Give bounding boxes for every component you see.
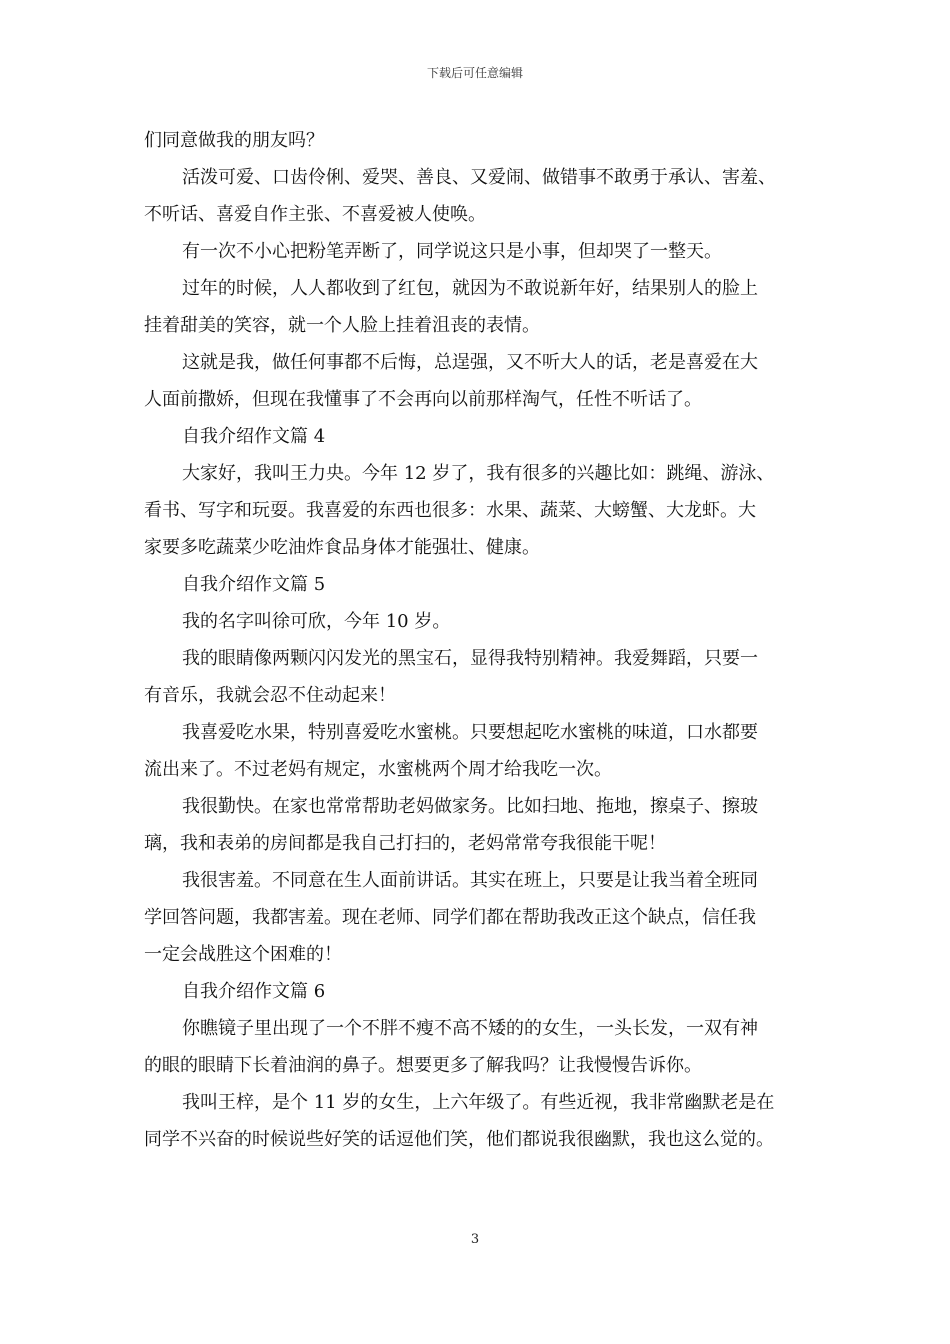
text-line: 有一次不小心把粉笔弄断了，同学说这只是小事，但却哭了一整天。 bbox=[182, 241, 722, 262]
text-line: 我很勤快。在家也常常帮助老妈做家务。比如扫地、拖地，擦桌子、擦玻 bbox=[182, 796, 758, 817]
text-line: 我叫王梓，是个 11 岁的女生，上六年级了。有些近视，我非常幽默老是在 bbox=[182, 1092, 775, 1113]
text-line: 不听话、喜爱自作主张、不喜爱被人使唤。 bbox=[144, 204, 486, 225]
page-header: 下载后可任意编辑 bbox=[426, 66, 523, 80]
text-line: 璃，我和表弟的房间都是我自己打扫的，老妈常常夸我很能干呢！ bbox=[144, 833, 666, 854]
text-line: 家要多吃蔬菜少吃油炸食品身体才能强壮、健康。 bbox=[144, 537, 540, 558]
text-line: 人面前撒娇，但现在我懂事了不会再向以前那样淘气，任性不听话了。 bbox=[144, 389, 702, 410]
text-line: 看书、写字和玩耍。我喜爱的东西也很多：水果、蔬菜、大螃蟹、大龙虾。大 bbox=[144, 500, 756, 521]
text-line: 有音乐，我就会忍不住动起来！ bbox=[144, 685, 396, 706]
text-line: 挂着甜美的笑容，就一个人脸上挂着沮丧的表情。 bbox=[144, 315, 540, 336]
text-line: 学回答问题，我都害羞。现在老师、同学们都在帮助我改正这个缺点，信任我 bbox=[144, 907, 756, 928]
text-line: 大家好，我叫王力央。今年 12 岁了，我有很多的兴趣比如：跳绳、游泳、 bbox=[182, 463, 775, 484]
text-line: 们同意做我的朋友吗？ bbox=[144, 130, 324, 151]
section-heading: 自我介绍作文篇 6 bbox=[182, 981, 326, 1002]
section-heading: 自我介绍作文篇 4 bbox=[182, 426, 326, 447]
section-heading: 自我介绍作文篇 5 bbox=[182, 574, 326, 595]
text-line: 我很害羞。不同意在生人面前讲话。其实在班上，只要是让我当着全班同 bbox=[182, 870, 758, 891]
text-line: 流出来了。不过老妈有规定，水蜜桃两个周才给我吃一次。 bbox=[144, 759, 612, 780]
text-line: 我的眼睛像两颗闪闪发光的黑宝石，显得我特别精神。我爱舞蹈，只要一 bbox=[182, 648, 758, 669]
text-line: 一定会战胜这个困难的！ bbox=[144, 944, 342, 965]
text-line: 的眼的眼睛下长着油润的鼻子。想要更多了解我吗？让我慢慢告诉你。 bbox=[144, 1055, 702, 1076]
text-line: 这就是我，做任何事都不后悔，总逞强，又不听大人的话，老是喜爱在大 bbox=[182, 352, 758, 373]
text-line: 你瞧镜子里出现了一个不胖不瘦不高不矮的的女生，一头长发，一双有神 bbox=[182, 1018, 758, 1039]
page-number: 3 bbox=[470, 1232, 480, 1247]
text-line: 过年的时候，人人都收到了红包，就因为不敢说新年好，结果别人的脸上 bbox=[182, 278, 758, 299]
text-line: 同学不兴奋的时候说些好笑的话逗他们笑，他们都说我很幽默，我也这么觉的。 bbox=[144, 1129, 774, 1150]
document-body bbox=[144, 122, 812, 1158]
text-line: 我的名字叫徐可欣，今年 10 岁。 bbox=[182, 611, 451, 632]
text-line: 活泼可爱、口齿伶俐、爱哭、善良、又爱闹、做错事不敢勇于承认、害羞、 bbox=[182, 167, 776, 188]
text-line: 我喜爱吃水果，特别喜爱吃水蜜桃。只要想起吃水蜜桃的味道，口水都要 bbox=[182, 722, 758, 743]
